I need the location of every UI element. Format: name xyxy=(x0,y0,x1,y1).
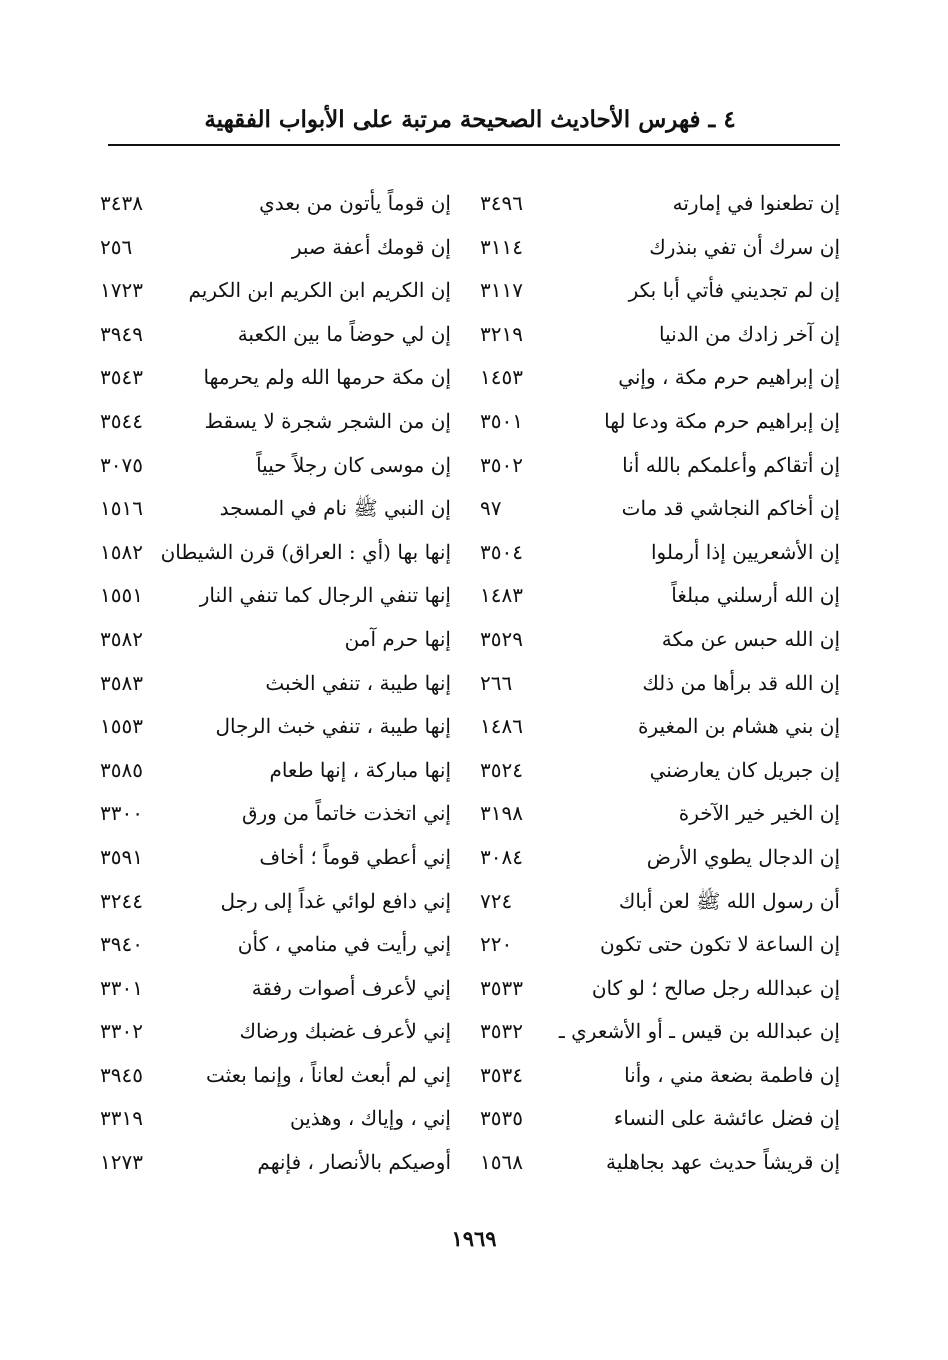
hadith-index-table xyxy=(0,182,948,1185)
hadith-number-right: ٣٥٢٩ xyxy=(480,626,523,651)
hadith-number-left: ١٥١٦ xyxy=(100,496,143,521)
hadith-text-right: إن الساعة لا تكون حتى تكون xyxy=(599,932,840,957)
hadith-text-right: إن جبريل كان يعارضني xyxy=(649,757,840,782)
hadith-text-left: إن مكة حرمها الله ولم يحرمها xyxy=(203,365,451,390)
hadith-number-right: ٣٥٠٤ xyxy=(480,539,523,564)
hadith-number-right: ٢٦٦ xyxy=(480,670,513,695)
hadith-text-right: إن آخر زادك من الدنيا xyxy=(658,321,840,346)
hadith-text-right: إن الله أرسلني مبلغاً xyxy=(671,583,840,608)
hadith-text-left: إن لي حوضاً ما بين الكعبة xyxy=(237,321,451,346)
index-row xyxy=(0,967,948,1011)
hadith-number-left: ١٧٢٣ xyxy=(100,278,143,303)
hadith-number-right: ٣٥٣٥ xyxy=(480,1106,523,1131)
header-rule xyxy=(108,144,840,146)
page-header: ٤ ـ فهرس الأحاديث الصحيحة مرتبة على الأبواب الفقهية xyxy=(204,106,736,133)
hadith-number-left: ١٢٧٣ xyxy=(100,1150,143,1175)
hadith-number-left: ٣٤٣٨ xyxy=(100,191,143,215)
hadith-text-right: إن عبدالله بن قيس ـ أو الأشعري ـ xyxy=(558,1019,840,1044)
hadith-text-right: إن إبراهيم حرم مكة ودعا لها xyxy=(604,408,840,433)
hadith-number-left: ٣٣٠١ xyxy=(100,975,143,1000)
hadith-text-left: إن قوماً يأتون من بعدي xyxy=(259,191,451,215)
index-row xyxy=(0,400,948,444)
hadith-text-right: إن بني هشام بن المغيرة xyxy=(637,714,840,739)
hadith-text-left: إنها طيبة ، تنفي خبث الرجال xyxy=(215,714,451,739)
hadith-number-right: ٢٢٠ xyxy=(480,932,513,957)
hadith-text-right: إن لم تجديني فأتي أبا بكر xyxy=(628,278,840,303)
hadith-text-left: إنها بها (أي : العراق) قرن الشيطان xyxy=(160,539,451,564)
index-row xyxy=(0,356,948,400)
index-row xyxy=(0,1141,948,1185)
hadith-number-left: ٣٠٧٥ xyxy=(100,452,143,477)
hadith-number-right: ٣٥٣٣ xyxy=(480,975,523,1000)
hadith-number-right: ٩٧ xyxy=(480,496,502,521)
hadith-number-left: ٣٣٠٢ xyxy=(100,1019,143,1044)
index-row xyxy=(0,1054,948,1098)
hadith-number-right: ٣٥٠٢ xyxy=(480,452,523,477)
index-row xyxy=(0,226,948,270)
hadith-text-right: إن الخير خير الآخرة xyxy=(678,801,840,826)
hadith-text-left: إن موسى كان رجلاً حيياً xyxy=(256,452,451,477)
index-row xyxy=(0,269,948,313)
hadith-number-left: ٣٣٠٠ xyxy=(100,801,143,826)
hadith-text-left: إن الكريم ابن الكريم ابن الكريم xyxy=(188,278,451,303)
index-row xyxy=(0,880,948,924)
hadith-number-left: ٣٥٨٣ xyxy=(100,670,143,695)
hadith-number-left: ٣٥٤٤ xyxy=(100,408,143,433)
index-row xyxy=(0,705,948,749)
hadith-text-right: إن أتقاكم وأعلمكم بالله أنا xyxy=(622,452,840,477)
index-row xyxy=(0,182,948,226)
index-row xyxy=(0,313,948,357)
hadith-text-left: إن من الشجر شجرة لا يسقط xyxy=(204,408,451,433)
hadith-text-left: إن قومك أعفة صبر xyxy=(291,234,451,259)
hadith-text-right: إن سرك أن تفي بنذرك xyxy=(649,234,840,259)
hadith-text-right: أن رسول الله ﷺ لعن أباك xyxy=(618,888,840,913)
hadith-text-left: إني دافع لوائي غداً إلى رجل xyxy=(220,888,451,913)
index-row xyxy=(0,1097,948,1141)
index-row xyxy=(0,792,948,836)
hadith-text-right: إن الله قد برأها من ذلك xyxy=(642,670,840,695)
hadith-number-right: ٣٥٣٢ xyxy=(480,1019,523,1044)
hadith-text-left: إن النبي ﷺ نام في المسجد xyxy=(219,496,451,521)
index-row xyxy=(0,749,948,793)
hadith-number-right: ١٥٦٨ xyxy=(480,1150,523,1175)
hadith-number-right: ٣٤٩٦ xyxy=(480,191,523,215)
hadith-text-left: إني اتخذت خاتماً من ورق xyxy=(241,801,451,826)
hadith-number-left: ٣٩٤٥ xyxy=(100,1062,143,1087)
hadith-number-left: ١٥٥١ xyxy=(100,583,143,608)
hadith-text-left: إنها مباركة ، إنها طعام xyxy=(269,757,451,782)
index-row xyxy=(0,1010,948,1054)
hadith-number-left: ٣٥٩١ xyxy=(100,844,143,869)
hadith-text-right: إن فاطمة بضعة مني ، وأنا xyxy=(624,1062,840,1087)
index-row xyxy=(0,487,948,531)
hadith-text-left: إني لأعرف أصوات رفقة xyxy=(251,975,451,1000)
hadith-text-right: إن أخاكم النجاشي قد مات xyxy=(621,496,840,521)
hadith-number-right: ٧٢٤ xyxy=(480,888,513,913)
hadith-number-left: ٣٩٤٩ xyxy=(100,321,143,346)
hadith-number-left: ٣٢٤٤ xyxy=(100,888,143,913)
hadith-number-left: ٣٥٨٥ xyxy=(100,757,143,782)
hadith-text-right: إن الأشعريين إذا أرملوا xyxy=(650,539,840,564)
hadith-text-left: أوصيكم بالأنصار ، فإنهم xyxy=(257,1150,451,1175)
hadith-text-right: إن تطعنوا في إمارته xyxy=(672,191,840,215)
hadith-text-right: إن قريشاً حديث عهد بجاهلية xyxy=(606,1150,840,1175)
index-row xyxy=(0,574,948,618)
hadith-text-right: إن إبراهيم حرم مكة ، وإني xyxy=(618,365,840,390)
hadith-text-left: إني رأيت في منامي ، كأن xyxy=(237,932,451,957)
hadith-text-right: إن الله حبس عن مكة xyxy=(661,626,840,651)
hadith-number-right: ١٤٨٣ xyxy=(480,583,523,608)
hadith-text-left: إني لأعرف غضبك ورضاك xyxy=(239,1019,451,1044)
page-number: ١٩٦٩ xyxy=(451,1226,497,1251)
hadith-text-left: إنها حرم آمن xyxy=(344,626,451,651)
hadith-text-right: إن فضل عائشة على النساء xyxy=(613,1106,840,1131)
hadith-number-right: ٣١١٧ xyxy=(480,278,523,303)
hadith-number-left: ٣٥٤٣ xyxy=(100,365,143,390)
index-row xyxy=(0,923,948,967)
hadith-text-right: إن الدجال يطوي الأرض xyxy=(646,844,840,869)
hadith-text-left: إني أعطي قوماً ؛ أخاف xyxy=(259,844,451,869)
hadith-text-left: إنها طيبة ، تنفي الخبث xyxy=(265,670,451,695)
hadith-number-right: ٣٢١٩ xyxy=(480,321,523,346)
hadith-text-right: إن عبدالله رجل صالح ؛ لو كان xyxy=(591,975,840,1000)
hadith-number-right: ٣١١٤ xyxy=(480,234,523,259)
hadith-number-left: ٣٩٤٠ xyxy=(100,932,143,957)
hadith-text-left: إنها تنفي الرجال كما تنفي النار xyxy=(199,583,451,608)
hadith-number-right: ٣٥٢٤ xyxy=(480,757,523,782)
hadith-number-left: ١٥٥٣ xyxy=(100,714,143,739)
hadith-number-right: ٣١٩٨ xyxy=(480,801,523,826)
hadith-number-left: ٣٥٨٢ xyxy=(100,626,143,651)
hadith-number-left: ٢٥٦ xyxy=(100,234,133,259)
hadith-text-left: إني لم أبعث لعاناً ، وإنما بعثت xyxy=(205,1062,451,1087)
index-row xyxy=(0,444,948,488)
hadith-number-right: ١٤٥٣ xyxy=(480,365,523,390)
hadith-text-left: إني ، وإياك ، وهذين xyxy=(290,1106,451,1131)
hadith-number-right: ٣٥٠١ xyxy=(480,408,523,433)
index-row xyxy=(0,531,948,575)
index-row xyxy=(0,836,948,880)
hadith-number-right: ٣٠٨٤ xyxy=(480,844,523,869)
hadith-number-left: ٣٣١٩ xyxy=(100,1106,143,1131)
hadith-number-right: ٣٥٣٤ xyxy=(480,1062,523,1087)
hadith-number-right: ١٤٨٦ xyxy=(480,714,523,739)
index-row xyxy=(0,662,948,706)
hadith-number-left: ١٥٨٢ xyxy=(100,539,143,564)
index-row xyxy=(0,618,948,662)
